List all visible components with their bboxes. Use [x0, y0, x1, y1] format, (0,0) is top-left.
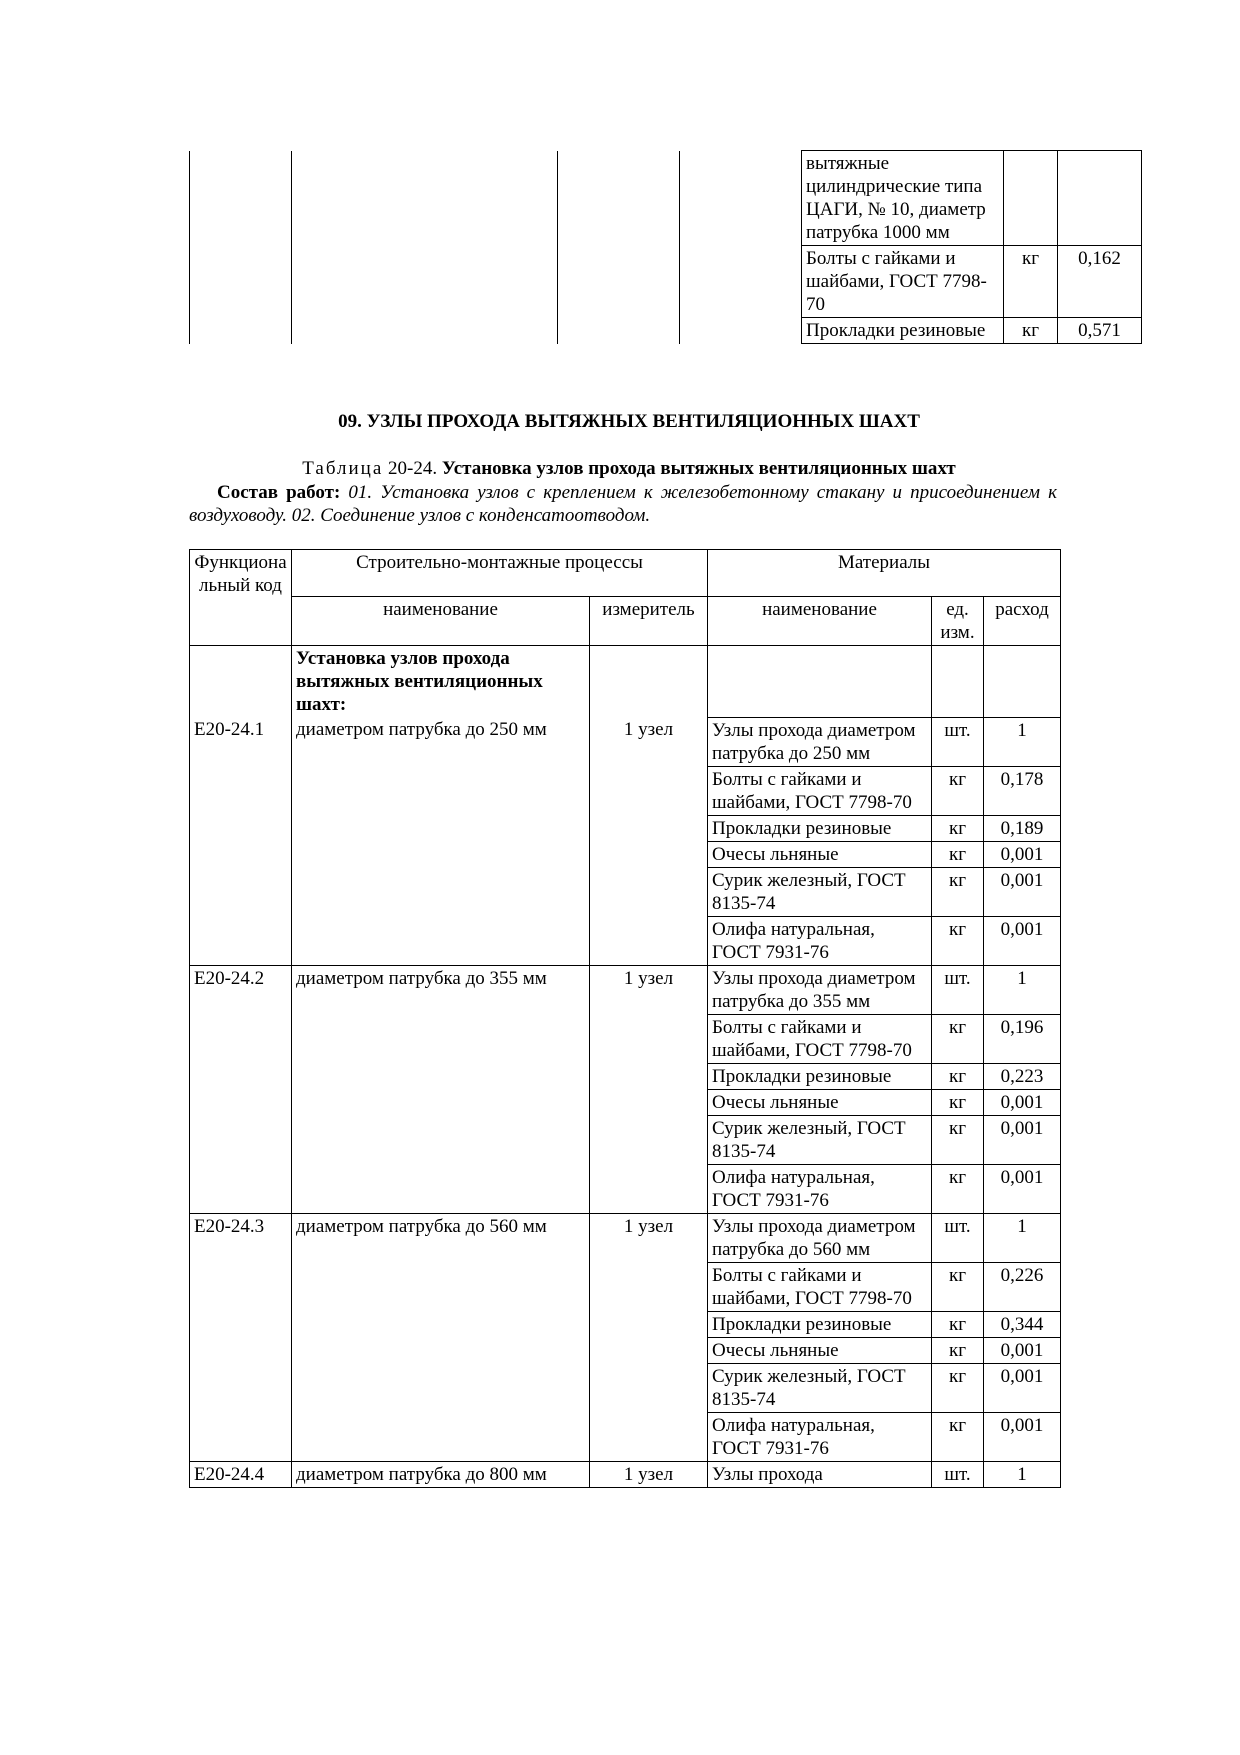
material-unit: кг: [932, 1337, 984, 1363]
material-name: Узлы прохода: [708, 1461, 932, 1487]
material-unit: кг: [932, 1311, 984, 1337]
table-row: [190, 151, 1142, 246]
material-unit: кг: [932, 1164, 984, 1213]
material-qty: 0,001: [984, 841, 1061, 867]
table-row: [190, 1337, 1061, 1363]
material-name: Очесы льняные: [708, 1337, 932, 1363]
material-name: Сурик железный, ГОСТ 8135-74: [708, 1363, 932, 1412]
material-qty: 0,001: [984, 1337, 1061, 1363]
material-unit: кг: [932, 1089, 984, 1115]
continuation-table: [189, 150, 1142, 344]
group-title-row: [190, 646, 1061, 718]
material-name: Сурик железный, ГОСТ 8135-74: [708, 1115, 932, 1164]
material-qty: [1058, 151, 1142, 246]
material-name: Болты с гайками и шайбами, ГОСТ 7798-70: [708, 766, 932, 815]
material-name: Узлы прохода диаметром патрубка до 355 мм: [708, 965, 932, 1014]
material-qty: 1: [984, 965, 1061, 1014]
material-qty: 0,571: [1058, 318, 1142, 344]
header-proc-unit: измеритель: [590, 597, 708, 646]
material-unit: шт.: [932, 1213, 984, 1262]
material-qty: 0,001: [984, 867, 1061, 916]
table-row: [190, 717, 1061, 766]
header-row: [190, 550, 1061, 597]
table-row: [190, 1213, 1061, 1262]
material-qty: 0,226: [984, 1262, 1061, 1311]
material-unit: шт.: [932, 717, 984, 766]
material-name: Узлы прохода диаметром патрубка до 560 мм: [708, 1213, 932, 1262]
header-mat-name: наименование: [708, 597, 932, 646]
material-name: Прокладки резиновые: [708, 815, 932, 841]
material-name: Олифа натуральная, ГОСТ 7931-76: [708, 1164, 932, 1213]
material-unit: шт.: [932, 965, 984, 1014]
material-name: Олифа натуральная, ГОСТ 7931-76: [708, 1412, 932, 1461]
item-name: диаметром патрубка до 250 мм: [292, 717, 590, 766]
material-unit: кг: [932, 841, 984, 867]
item-unit: 1 узел: [590, 965, 708, 1014]
item-name: диаметром патрубка до 800 мм: [292, 1461, 590, 1487]
material-unit: кг: [1004, 318, 1058, 344]
material-name: Прокладки резиновые: [802, 318, 1004, 344]
header-proc-name: наименование: [292, 597, 590, 646]
material-name: Очесы льняные: [708, 1089, 932, 1115]
material-unit: кг: [932, 1063, 984, 1089]
table-row: [190, 1115, 1061, 1164]
work-description: [189, 481, 1057, 527]
table-row: [190, 965, 1061, 1014]
table-row: [190, 1014, 1061, 1063]
material-qty: 0,001: [984, 1164, 1061, 1213]
table-row: [190, 1461, 1061, 1487]
header-mat-qty: расход: [984, 597, 1061, 646]
material-qty: 0,001: [984, 1363, 1061, 1412]
main-table: [189, 549, 1061, 1488]
item-code: Е20-24.2: [190, 965, 292, 1014]
item-unit: 1 узел: [590, 1461, 708, 1487]
item-code: Е20-24.1: [190, 717, 292, 766]
material-qty: 0,001: [984, 1412, 1061, 1461]
material-name: Прокладки резиновые: [708, 1063, 932, 1089]
material-qty: 1: [984, 717, 1061, 766]
item-unit: 1 узел: [590, 717, 708, 766]
material-qty: 0,344: [984, 1311, 1061, 1337]
material-unit: кг: [932, 1115, 984, 1164]
material-qty: 1: [984, 1213, 1061, 1262]
material-unit: кг: [932, 766, 984, 815]
material-qty: 0,189: [984, 815, 1061, 841]
work-label: Состав работ:: [217, 482, 341, 503]
table-caption: [189, 457, 1069, 480]
material-name: Очесы льняные: [708, 841, 932, 867]
material-name: Болты с гайками и шайбами, ГОСТ 7798-70: [708, 1262, 932, 1311]
material-qty: 0,178: [984, 766, 1061, 815]
material-qty: 0,001: [984, 1089, 1061, 1115]
item-unit: 1 узел: [590, 1213, 708, 1262]
material-name: Болты с гайками и шайбами, ГОСТ 7798-70: [708, 1014, 932, 1063]
material-unit: кг: [932, 916, 984, 965]
material-qty: 1: [984, 1461, 1061, 1487]
material-unit: кг: [932, 1412, 984, 1461]
table-row: [190, 815, 1061, 841]
material-qty: 0,223: [984, 1063, 1061, 1089]
material-qty: 0,196: [984, 1014, 1061, 1063]
item-code: Е20-24.3: [190, 1213, 292, 1262]
material-unit: кг: [932, 867, 984, 916]
header-mat-unit: ед. изм.: [932, 597, 984, 646]
item-name: диаметром патрубка до 355 мм: [292, 965, 590, 1014]
header-code: Функциональный код: [190, 550, 292, 646]
material-name: вытяжные цилиндрические типа ЦАГИ, № 10, диаметр патрубка 1000 мм: [802, 151, 1004, 246]
material-unit: шт.: [932, 1461, 984, 1487]
group-title: Установка узлов прохода вытяжных вентиляционных шахт:: [292, 646, 590, 718]
item-name: диаметром патрубка до 560 мм: [292, 1213, 590, 1262]
material-unit: кг: [932, 1014, 984, 1063]
material-name: Болты с гайками и шайбами, ГОСТ 7798-70: [802, 246, 1004, 318]
table-row: [190, 841, 1061, 867]
header-materials: Материалы: [708, 550, 1061, 597]
material-name: Сурик железный, ГОСТ 8135-74: [708, 867, 932, 916]
caption-title: Установка узлов прохода вытяжных вентиляционных шахт: [441, 458, 956, 479]
material-name: Олифа натуральная, ГОСТ 7931-76: [708, 916, 932, 965]
material-unit: кг: [932, 815, 984, 841]
table-row: [190, 766, 1061, 815]
material-unit: [1004, 151, 1058, 246]
table-row: [190, 1363, 1061, 1412]
header-processes: Строительно-монтажные процессы: [292, 550, 708, 597]
table-row: [190, 1089, 1061, 1115]
material-qty: 0,001: [984, 916, 1061, 965]
table-row: [190, 916, 1061, 965]
material-name: Прокладки резиновые: [708, 1311, 932, 1337]
material-name: Узлы прохода диаметром патрубка до 250 мм: [708, 717, 932, 766]
material-qty: 0,162: [1058, 246, 1142, 318]
material-unit: кг: [932, 1363, 984, 1412]
section-title: 09. УЗЛЫ ПРОХОДА ВЫТЯЖНЫХ ВЕНТИЛЯЦИОННЫХ ШАХТ: [338, 411, 920, 432]
caption-number: 20-24.: [383, 458, 442, 479]
table-row: [190, 1412, 1061, 1461]
header-row: [190, 597, 1061, 646]
item-code: Е20-24.4: [190, 1461, 292, 1487]
table-row: [190, 1063, 1061, 1089]
caption-prefix: Таблица: [302, 458, 384, 479]
material-qty: 0,001: [984, 1115, 1061, 1164]
material-unit: кг: [1004, 246, 1058, 318]
table-row: [190, 1262, 1061, 1311]
material-unit: кг: [932, 1262, 984, 1311]
table-row: [190, 867, 1061, 916]
work-text: 01. Установка узлов с креплением к железобетонному стакану и присоединением к воздуховоду. 02. Соединение узлов с конденсатоотводом.: [189, 482, 1057, 526]
table-row: [190, 1311, 1061, 1337]
table-row: [190, 1164, 1061, 1213]
